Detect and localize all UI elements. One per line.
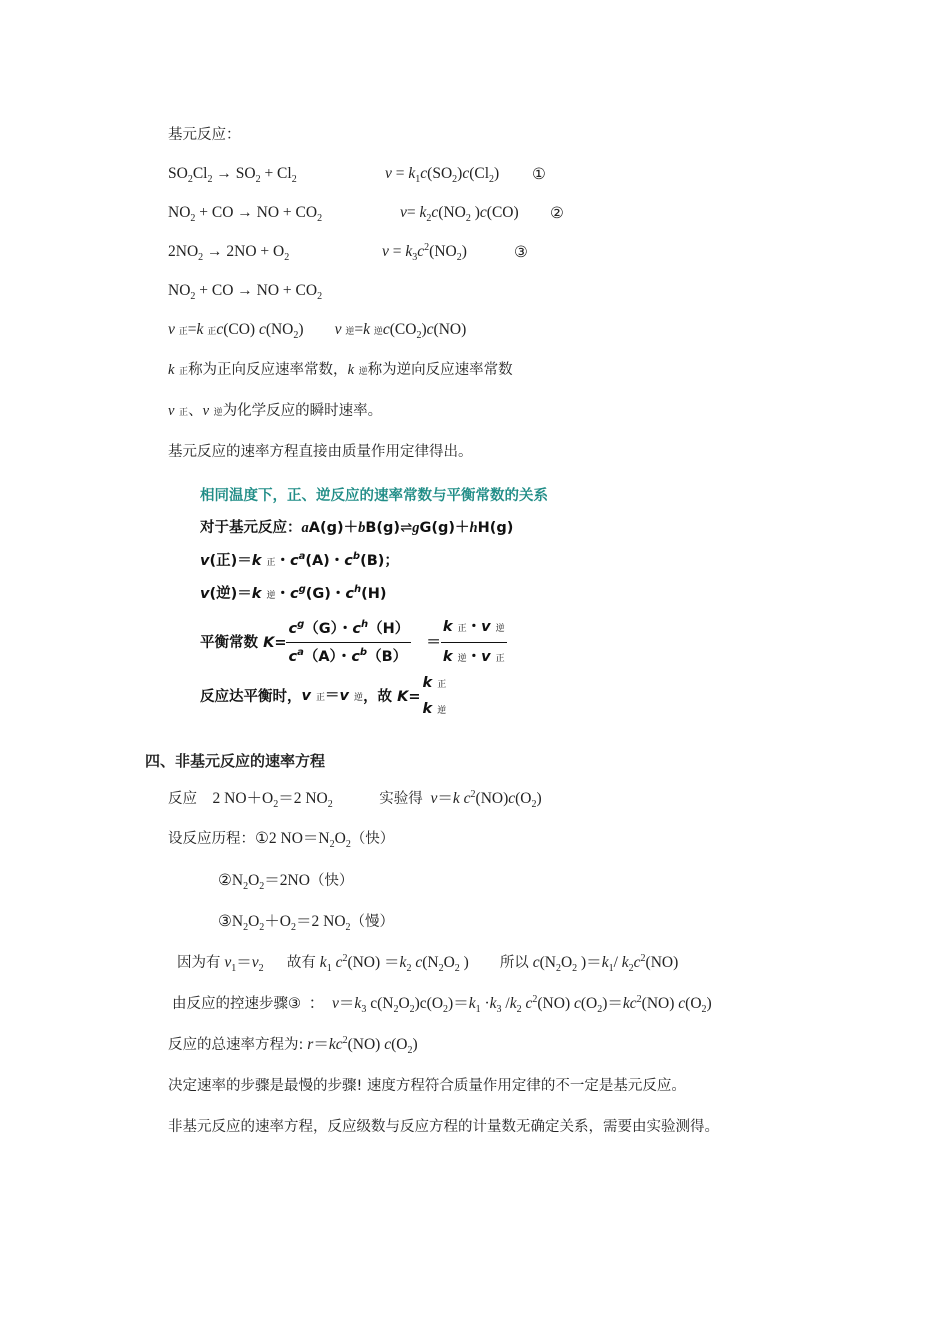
non-elementary-reaction: 反应 2 $NO+O_2=2$ $NO_2$ 实验得 v＝k $c^2(NO)c(O_2)$ bbox=[168, 788, 542, 811]
overall-rate-equation: 反应的总速率方程为: $r=kc^2(NO)$ $c(O_2)$ bbox=[168, 1034, 418, 1057]
rate-determining-step: 由反应的控速步骤③ ： $v=k_3$ $c(N_2O_2)c(O_2)=k_1 \cdot k_3$ $/k_2$ $c^2(NO)$ $c(O_2)=kc^2(NO)$ $c(O_2)$ bbox=[172, 993, 712, 1016]
rate-equation-2: $v= k_2c(NO_2$ )c(CO) bbox=[400, 204, 519, 225]
box-equilibrium-condition: 反应达平衡时，v 正＝v 逆，故 K= k 正 k 逆 bbox=[200, 675, 447, 717]
reaction-4: $NO_2$ + CO → NO + $CO_2$ bbox=[168, 282, 323, 303]
mechanism-step-2: $②N_2O_2=2NO$（快） bbox=[218, 872, 354, 893]
box-forward-rate: v(正)＝k 正・$c^a(A)$・$c^b(B)$； bbox=[200, 551, 399, 569]
mechanism-step-1: 设反应历程：①2 $NO=N_2O_2$（快） bbox=[168, 830, 395, 851]
rate-equation-1: $v = k_1c(SO_2)c(Cl_2)$ bbox=[385, 165, 500, 186]
section4-heading: 四、非基元反应的速率方程 bbox=[145, 752, 326, 770]
rate-equation-3: $v = k_3c^2(NO_2)$ bbox=[382, 241, 467, 264]
equation-tag-1: ① bbox=[532, 165, 546, 183]
instant-rate-note: v 正、v 逆为化学反应的瞬时速率。 bbox=[168, 403, 383, 419]
reaction-1: $SO_2Cl_2 \to SO_2 + Cl_2$ bbox=[168, 165, 297, 186]
equation-tag-3: ③ bbox=[514, 243, 528, 261]
conclusion-1: 决定速率的步骤是最慢的步骤! 速度方程符合质量作用定律的不一定是基元反应。 bbox=[168, 1078, 686, 1094]
mass-action-note: 基元反应的速率方程直接由质量作用定律得出。 bbox=[168, 444, 473, 460]
mechanism-step-3: $③N_2O_2+O_2=2$ $NO_2$（慢） bbox=[218, 913, 395, 934]
equation-tag-2: ② bbox=[550, 204, 564, 222]
conclusion-2: 非基元反应的速率方程，反应级数与反应方程的计量数无确定关系，需要由实验测得。 bbox=[168, 1119, 719, 1135]
box-reverse-rate: v(逆)＝k 逆・$c^g(G)$・$c^h(H)$ bbox=[200, 584, 387, 602]
forward-reverse-rates: v 正=k 正c(CO) $c(NO_2)$ v 逆=k 逆$c(CO_2)c(NO)$ bbox=[168, 321, 467, 342]
elementary-label: 基元反应： bbox=[168, 127, 241, 143]
reaction-2: $NO_2$ + CO → NO + $CO_2$ bbox=[168, 204, 323, 225]
box-line-reaction: 对于基元反应：aA(g)＋bB(g)⇌gG(g)＋hH(g) bbox=[200, 520, 514, 536]
equilibrium-derivation: 因为有 $v_1=v_2$ 故有 $k_1$ $c^2(NO) =k_2$ $c(N_2O_2$ ) 所以 $c(N_2O_2$ )$=k_1/$ $k_2c^2(NO)$ bbox=[177, 952, 679, 975]
box-equilibrium-constant: 平衡常数 K= $\frac{c^g(G)・c^h(H)}{c^a(A)・c^b(B)}$ ＝ $\frac{\text{k 正・v 逆}}{\text{k 逆・v 正}}$ bbox=[200, 616, 507, 670]
reaction-3: $2NO_2 \to 2NO + O_2$ bbox=[168, 243, 290, 264]
rate-constant-note: k 正称为正向反应速率常数，k 逆称为逆向反应速率常数 bbox=[168, 362, 513, 378]
box-title: 相同温度下，正、逆反应的速率常数与平衡常数的关系 bbox=[200, 488, 548, 504]
